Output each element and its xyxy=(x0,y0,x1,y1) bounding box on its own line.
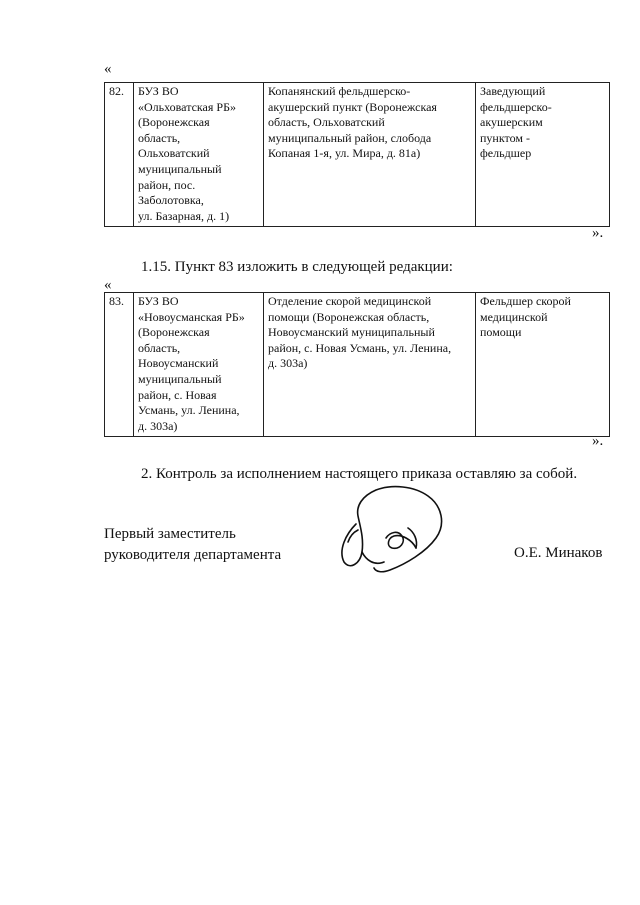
position-line: фельдшерско- xyxy=(480,99,552,114)
unit-line: Копаная 1-я, ул. Мира, д. 81а) xyxy=(268,146,421,161)
close-quote-2: ». xyxy=(592,433,604,449)
unit-line: область, Ольховатский xyxy=(268,115,385,130)
open-quote-2: « xyxy=(104,277,112,293)
org-line: область, xyxy=(138,340,181,355)
org-line: муниципальный xyxy=(138,371,222,386)
signatory-title xyxy=(104,524,281,566)
signatory-title-line: руководителя департамента xyxy=(104,547,282,563)
unit-line: д. 303а) xyxy=(268,356,308,371)
org-line: ул. Базарная, д. 1) xyxy=(138,208,230,223)
table-item-83 xyxy=(104,292,610,437)
org-line: Новоусманский xyxy=(138,356,219,371)
position-line: медицинской xyxy=(480,309,548,324)
unit-line: Копанянский фельдшерско- xyxy=(268,84,411,98)
unit-line: район, с. Новая Усмань, ул. Ленина, xyxy=(268,340,452,355)
org-line: Ольховатский xyxy=(138,146,210,161)
org-line: (Воронежская xyxy=(138,325,210,340)
unit-line: Новоусманский муниципальный xyxy=(268,325,435,340)
close-quote-1: ». xyxy=(592,225,604,241)
org-line: Усмань, ул. Ленина, xyxy=(138,403,240,418)
position-line: фельдшер xyxy=(480,146,532,161)
position-line: пунктом - xyxy=(480,130,530,145)
org-line: муниципальный xyxy=(138,161,222,176)
organization-cell xyxy=(134,293,264,437)
unit-cell xyxy=(264,83,476,227)
paragraph-2: 2. Контроль за исполнением настоящего приказа оставляю за собой. xyxy=(141,466,578,482)
paragraph-1-15: 1.15. Пункт 83 изложить в следующей редакции: xyxy=(141,259,453,275)
signatory-name: О.Е. Минаков xyxy=(514,545,603,561)
open-quote-1: « xyxy=(104,61,112,77)
position-line: Фельдшер скорой xyxy=(480,294,571,308)
org-line: БУЗ ВО xyxy=(138,84,179,98)
unit-line: помощи (Воронежская область, xyxy=(268,309,430,324)
organization-cell xyxy=(134,83,264,227)
table-row xyxy=(105,293,610,437)
org-line: (Воронежская xyxy=(138,115,210,130)
unit-cell xyxy=(264,293,476,437)
position-cell xyxy=(476,83,610,227)
unit-line: Отделение скорой медицинской xyxy=(268,294,432,308)
unit-line: муниципальный район, слобода xyxy=(268,130,432,145)
org-line: район, пос. xyxy=(138,177,196,192)
org-line: «Ольховатская РБ» xyxy=(138,99,236,114)
org-line: Заболотовка, xyxy=(138,193,204,208)
org-line: д. 303а) xyxy=(138,418,178,433)
table-item-82 xyxy=(104,82,610,227)
org-line: область, xyxy=(138,130,181,145)
position-line: Заведующий xyxy=(480,84,546,98)
row-number: 82. xyxy=(105,83,134,227)
org-line: район, с. Новая xyxy=(138,387,217,402)
org-line: «Новоусманская РБ» xyxy=(138,309,245,324)
position-line: акушерским xyxy=(480,115,543,130)
signatory-title-line: Первый заместитель xyxy=(104,526,236,542)
org-line: БУЗ ВО xyxy=(138,294,179,308)
row-number: 83. xyxy=(105,293,134,437)
position-cell xyxy=(476,293,610,437)
position-line: помощи xyxy=(480,325,522,340)
unit-line: акушерский пункт (Воронежская xyxy=(268,99,437,114)
handwritten-signature xyxy=(328,478,458,578)
table-row xyxy=(105,83,610,227)
